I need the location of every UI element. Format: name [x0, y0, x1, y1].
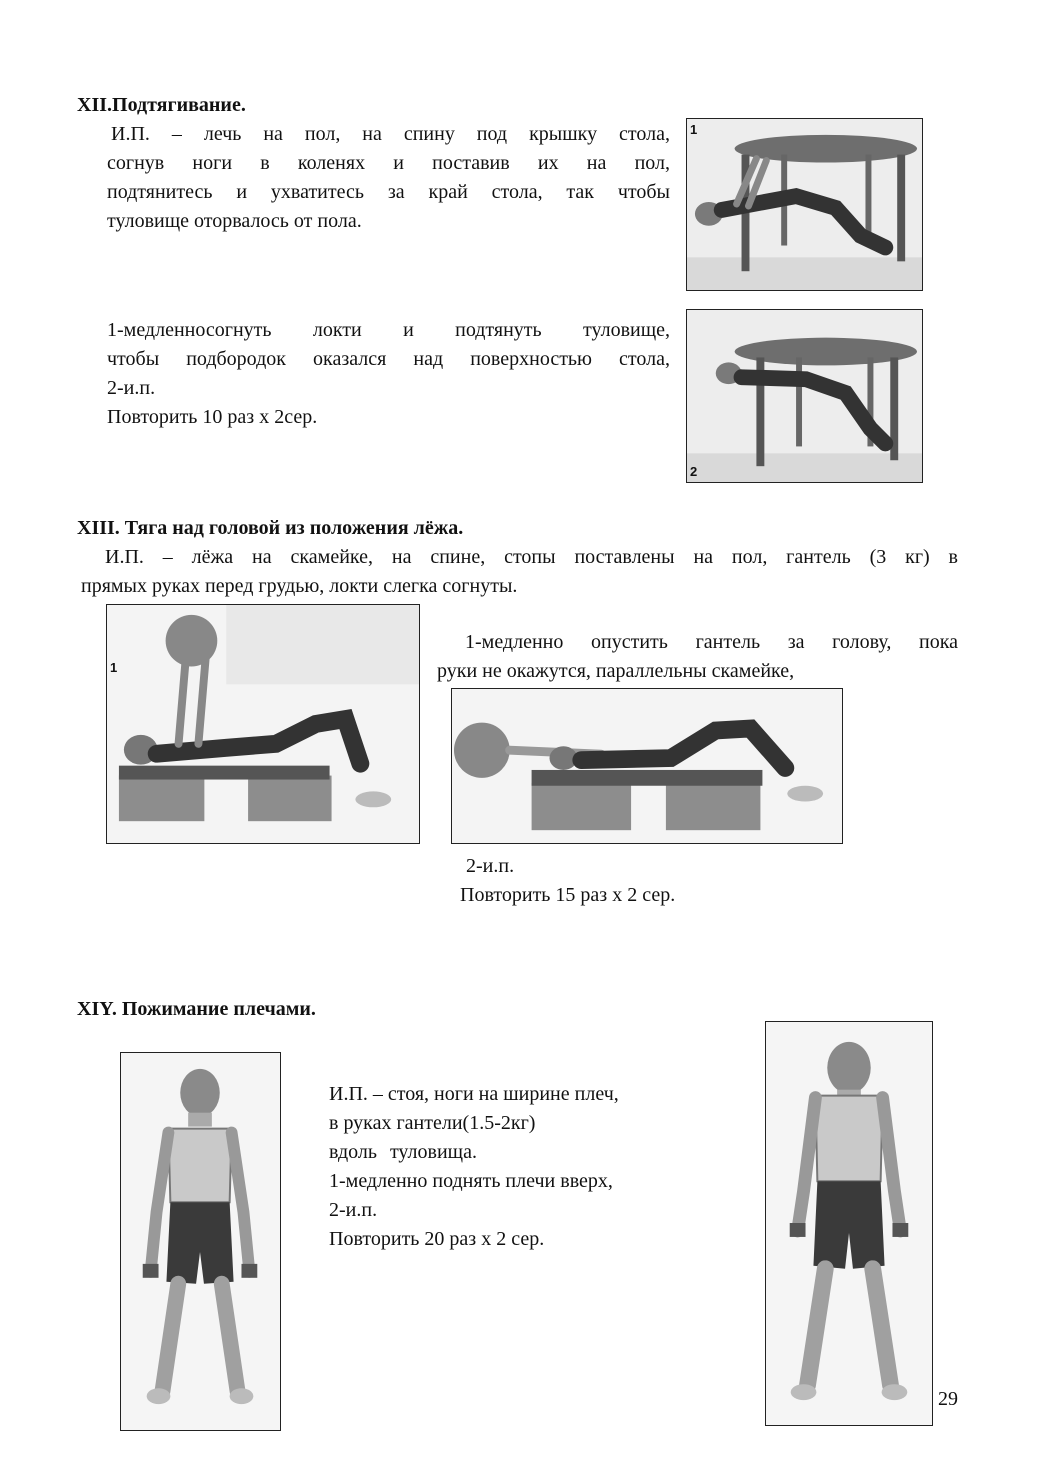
pullup-up-photo: [686, 309, 923, 483]
photo-step-number: 2: [690, 464, 698, 479]
text-line: 1-медленно поднять плечи вверх,: [329, 1170, 613, 1192]
text-line: 1-медленно опустить гантель за голову, пока: [465, 631, 958, 653]
pullup-start-photo: [686, 118, 923, 291]
text-line: И.П. – лечь на пол, на спину под крышку стола,: [111, 123, 670, 145]
section-12-heading: XII.Подтягивание.: [77, 94, 246, 116]
text-line: 2-и.п.: [107, 377, 156, 399]
text-line: 1-медленносогнуть локти и подтянуть туловище,: [107, 319, 670, 341]
section-14-instructions: [329, 1080, 749, 1254]
text-line: чтобы подбородок оказался над поверхностью стола,: [107, 348, 670, 370]
text-line: в руках гантели(1.5-2кг): [329, 1112, 536, 1134]
text-line: подтянитесь и ухватитесь за край стола, так чтобы: [107, 181, 670, 203]
text-line: вдоль туловища.: [329, 1141, 477, 1163]
text-line: И.П. – стоя, ноги на ширине плеч,: [329, 1083, 619, 1105]
photo-step-number: 1: [690, 122, 698, 137]
shrug-raised-photo: [765, 1021, 933, 1426]
text-line: Повторить 15 раз х 2 сер.: [460, 884, 676, 906]
pullover-lowered-photo: [451, 688, 843, 844]
section-14-heading: XIY. Пожимание плечами.: [77, 998, 316, 1020]
section-12-start-position: [107, 120, 670, 236]
text-line: туловище оторвалось от пола.: [107, 210, 362, 232]
text-line: руки не окажутся, параллельны скамейке,: [437, 660, 795, 682]
section-13-step-2: [460, 852, 860, 910]
text-line: согнув ноги в коленях и поставив их на пол,: [107, 152, 670, 174]
page-number: 29: [938, 1388, 958, 1410]
text-line: 2-и.п.: [329, 1199, 378, 1221]
pullover-start-photo: [106, 604, 420, 844]
shrug-front-photo: [120, 1052, 281, 1431]
section-13-step-1: [437, 628, 958, 686]
section-12-steps: [107, 316, 670, 432]
text-line: 2-и.п.: [466, 855, 515, 877]
text-line: Повторить 20 раз х 2 сер.: [329, 1228, 545, 1250]
section-13-start-position: [77, 543, 958, 601]
text-line: прямых руках перед грудью, локти слегка согнуты.: [81, 575, 518, 597]
photo-step-number: 1: [110, 660, 118, 675]
text-line: Повторить 10 раз х 2сер.: [107, 406, 318, 428]
text-line: И.П. – лёжа на скамейке, на спине, стопы поставлены на пол, гантель (3 кг) в: [105, 546, 958, 568]
section-13-heading: XIII. Тяга над головой из положения лёжа.: [77, 517, 464, 539]
